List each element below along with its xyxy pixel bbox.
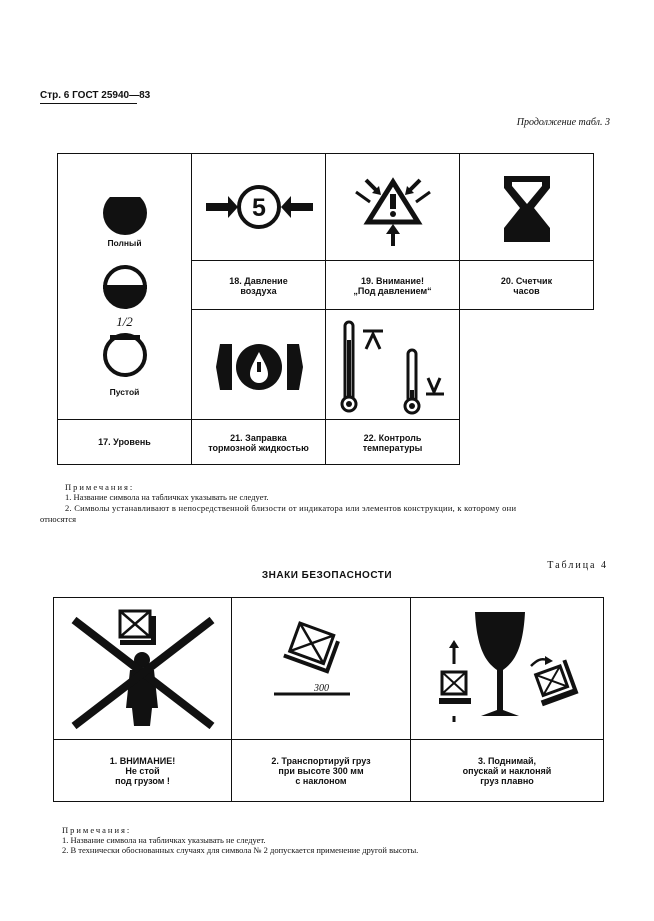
- sign-2-line1: 2. Транспортируй груз: [271, 756, 371, 766]
- transport-tilted-label-cell: [231, 739, 411, 802]
- table-continuation-label: Продолжение табл. 3: [516, 117, 610, 128]
- notes-2-title: Примечания:: [62, 825, 132, 835]
- handle-gently-icon: [411, 598, 605, 741]
- sign-1-line2: Не стой: [125, 766, 160, 776]
- brake-fluid-cell: [191, 309, 326, 420]
- thermometer-icon: [326, 310, 461, 421]
- do-not-stand-under-load-icon: [54, 598, 233, 741]
- air-pressure-label-line2: воздуха: [240, 286, 277, 296]
- do-not-stand-label-cell: [53, 739, 232, 802]
- sign-2-line3: с наклоном: [295, 776, 347, 786]
- sign-1-line3: под грузом !: [115, 776, 170, 786]
- air-pressure-cell: [191, 153, 326, 261]
- sign-1-line1: 1. ВНИМАНИЕ!: [109, 756, 176, 766]
- air-pressure-label-line1: 18. Давление: [229, 276, 288, 286]
- level-label-cell: [57, 419, 192, 465]
- air-pressure-label-cell: [191, 260, 326, 310]
- transport-tilted-cell: [231, 597, 411, 740]
- under-pressure-cell: [325, 153, 460, 261]
- sign-2-line2: при высоте 300 мм: [278, 766, 364, 776]
- handle-gently-cell: [410, 597, 604, 740]
- header-rule: [40, 103, 137, 104]
- under-pressure-label-line1: 19. Внимание!: [361, 276, 424, 286]
- level-empty-label: Пустой: [109, 387, 140, 397]
- under-pressure-label-line2: „Под давлением“: [353, 286, 432, 296]
- warning-under-pressure-icon: [326, 154, 461, 262]
- notes-1-item-1: 1. Название символа на табличках указывать не следует.: [65, 492, 269, 502]
- temperature-control-label-line2: температуры: [362, 443, 423, 453]
- transport-tilted-load-icon: [232, 598, 412, 741]
- handle-gently-label-cell: [410, 739, 604, 802]
- air-pressure-icon: [192, 154, 327, 262]
- hourglass-icon: [460, 154, 595, 262]
- brake-fluid-label-line1: 21. Заправка: [230, 433, 287, 443]
- brake-fluid-icon: [192, 310, 327, 421]
- brake-fluid-label-cell: [191, 419, 326, 465]
- sign-3-line1: 3. Поднимай,: [477, 756, 537, 766]
- notes-1-item-3: относятся: [40, 514, 77, 524]
- temperature-control-cell: [325, 309, 460, 420]
- notes-1-title: Примечания:: [65, 482, 135, 492]
- table-4-caption: Таблица 4: [547, 560, 608, 571]
- level-label: 17. Уровень: [98, 437, 151, 447]
- temperature-control-label-line1: 22. Контроль: [363, 433, 422, 443]
- load-height-mark: 300: [314, 683, 329, 694]
- under-pressure-label-cell: [325, 260, 460, 310]
- hour-counter-label-cell: [459, 260, 594, 310]
- level-half-label: 1/2: [116, 314, 133, 329]
- notes-2-item-2: 2. В технически обоснованных случаях для символа № 2 допускается применение другой высоты.: [62, 845, 419, 855]
- hour-counter-label-line2: часов: [513, 286, 540, 296]
- brake-fluid-label-line2: тормозной жидкостью: [208, 443, 309, 453]
- notes-2-item-1: 1. Название символа на табличках указывать не следует.: [62, 835, 266, 845]
- do-not-stand-cell: [53, 597, 232, 740]
- sign-3-line3: груз плавно: [480, 776, 534, 786]
- level-symbol-cell: [57, 153, 192, 420]
- table-4-title: ЗНАКИ БЕЗОПАСНОСТИ: [261, 570, 393, 581]
- temperature-control-label-cell: [325, 419, 460, 465]
- page-header: Стр. 6 ГОСТ 25940—83: [40, 90, 151, 101]
- hour-counter-label-line1: 20. Счетчик: [500, 276, 553, 286]
- air-pressure-number: 5: [252, 194, 266, 222]
- sign-3-line2: опускай и наклоняй: [462, 766, 552, 776]
- level-full-label: Полный: [107, 238, 142, 248]
- hour-counter-cell: [459, 153, 594, 261]
- notes-1-item-2: 2. Символы устанавливают в непосредственной близости от индикатора или элементов конструкции, к которому они: [65, 503, 517, 513]
- level-empty-icon: [58, 154, 193, 421]
